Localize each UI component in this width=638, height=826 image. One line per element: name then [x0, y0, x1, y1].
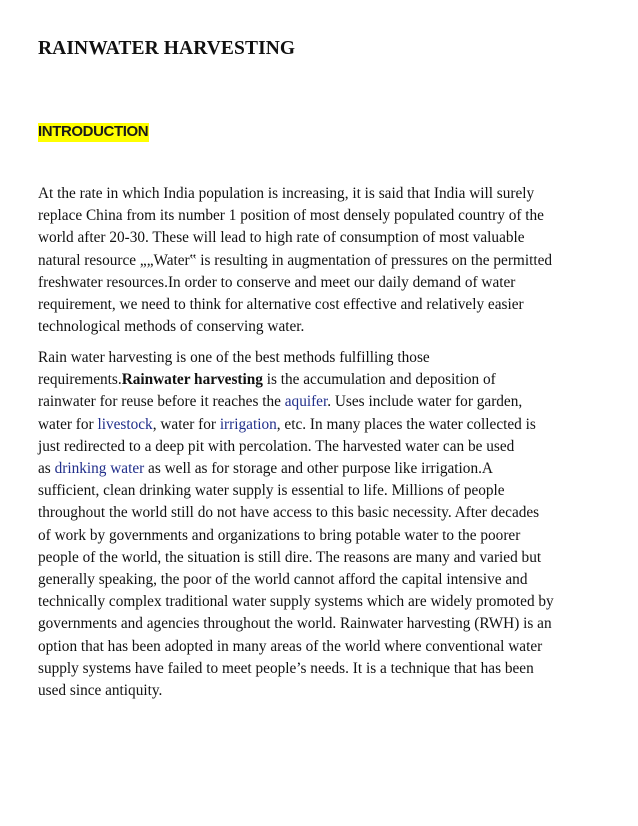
text-run: is the accumulation and deposition of: [262, 371, 496, 389]
paragraph-line: used since antiquity.: [38, 682, 163, 700]
link-aquifer[interactable]: aquifer: [284, 393, 328, 411]
paragraph-line: [38, 391, 603, 413]
text-run: as well as for storage and other purpose like irrigation.A: [144, 460, 493, 478]
paragraph-line: throughout the world still do not have access to this basic necessity. After decades: [38, 504, 540, 522]
paragraph-line: option that has been adopted in many areas of the world where conventional water: [38, 637, 543, 655]
text-run: , etc. In many places the water collected is: [276, 415, 536, 433]
link-drinking-water[interactable]: drinking water: [54, 460, 145, 478]
bold-term-rainwater-harvesting: Rainwater harvesting: [121, 371, 263, 389]
text-run: . Uses include water for garden,: [327, 393, 523, 411]
paragraph-line: sufficient, clean drinking water supply is essential to life. Millions of people: [38, 482, 505, 500]
page-title: RAINWATER HARVESTING: [38, 38, 296, 59]
paragraph-line: just redirected to a deep pit with percolation. The harvested water can be used: [38, 437, 515, 455]
paragraph-line: technological methods of conserving water.: [38, 318, 305, 336]
paragraph-line: world after 20-30. These will lead to high rate of consumption of most valuable: [38, 229, 525, 247]
text-run: water for: [38, 415, 98, 433]
text-run: rainwater for reuse before it reaches the: [38, 393, 285, 411]
paragraph-line: natural resource „„Water‟ is resulting in augmentation of pressures on the permitted: [38, 251, 553, 269]
paragraph-line: freshwater resources.In order to conserve and meet our daily demand of water: [38, 273, 516, 291]
text-run: as: [38, 460, 55, 478]
link-irrigation[interactable]: irrigation: [219, 415, 277, 433]
text-run: requirements.: [38, 371, 122, 389]
paragraph-line: people of the world, the situation is still dire. The reasons are many and varied but: [38, 548, 542, 566]
link-livestock[interactable]: livestock: [97, 415, 153, 433]
highlighted-heading-word: INTRODUCTION: [38, 123, 149, 140]
paragraph-line: replace China from its number 1 position of most densely populated country of the: [38, 207, 544, 225]
paragraph-line: supply systems have failed to meet people’s needs. It is a technique that has been: [38, 659, 534, 677]
paragraph-line: [38, 369, 603, 391]
paragraph-line: of work by governments and organizations to bring potable water to the poorer: [38, 526, 521, 544]
paragraph-line: [38, 458, 603, 480]
paragraph-line: requirement, we need to think for alternative cost effective and relatively easier: [38, 296, 524, 314]
paragraph-rainwater: [38, 347, 603, 702]
paragraph-line: Rain water harvesting is one of the best methods fulfilling those: [38, 349, 430, 366]
paragraph-line: generally speaking, the poor of the world cannot afford the capital intensive and: [38, 571, 528, 589]
paragraph-line: At the rate in which India population is increasing, it is said that India will surely: [38, 185, 535, 202]
text-run: , water for: [152, 415, 220, 433]
paragraph-line: [38, 414, 603, 436]
paragraph-line: technically complex traditional water supply systems which are widely promoted by: [38, 593, 554, 611]
paragraph-line: governments and agencies throughout the world. Rainwater harvesting (RWH) is an: [38, 615, 552, 633]
paragraph-intro: [38, 183, 603, 338]
section-heading-introduction: [38, 120, 149, 144]
